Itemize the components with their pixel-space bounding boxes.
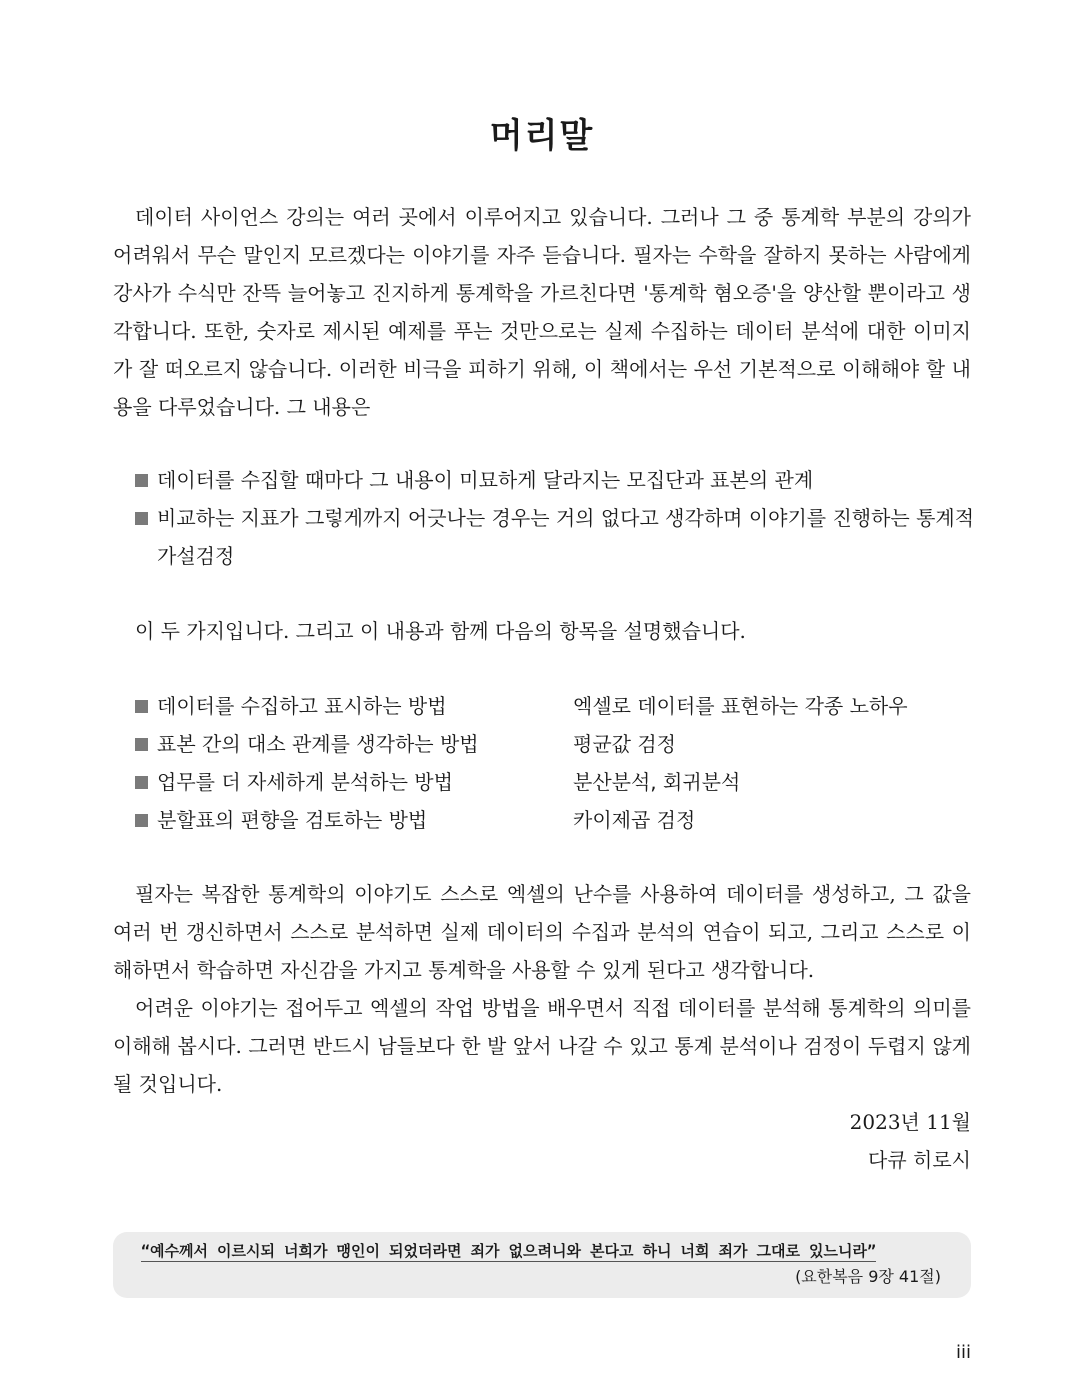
list-item	[135, 687, 975, 725]
page-number: iii	[955, 1342, 971, 1363]
topic-method: 표본 간의 대소 관계를 생각하는 방법	[157, 732, 479, 756]
topic-technique: 엑셀로 데이터를 표현하는 각종 노하우	[573, 694, 908, 718]
closing-paragraph-1: 필자는 복잡한 통계학의 이야기도 스스로 엑셀의 난수를 사용하여 데이터를 생성하고, 그 값을 여러 번 갱신하면서 스스로 분석하면 실제 데이터의 수집과 분석의 연습이 되고, 그리고 스스로 이해하면서 학습하면 자신감을 가지고 통계학을 사용할 수 있게 된다고 생각합니다.	[113, 882, 971, 982]
topic-pairs-list	[135, 687, 975, 839]
topic-method: 분할표의 편향을 검토하는 방법	[157, 808, 428, 832]
list-item-text: 데이터를 수집할 때마다 그 내용이 미묘하게 달라지는 모집단과 표본의 관계	[157, 468, 814, 492]
bible-quote-text: “예수께서 이르시되 너희가 맹인이 되었더라면 죄가 없으려니와 본다고 하니 너희 죄가 그대로 있느니라”	[141, 1242, 877, 1260]
list-item	[135, 725, 975, 763]
page-title: 머리말	[489, 116, 595, 156]
topic-method: 업무를 더 자세하게 분석하는 방법	[157, 770, 453, 794]
bible-quote	[141, 1240, 951, 1262]
list-item	[135, 461, 975, 499]
topic-technique: 평균값 검정	[573, 732, 676, 756]
square-bullet-icon	[135, 512, 148, 525]
middle-paragraph: 이 두 가지입니다. 그리고 이 내용과 함께 다음의 항목을 설명했습니다.	[135, 619, 746, 643]
square-bullet-icon	[135, 474, 148, 487]
signature-date: 2023년 11월	[849, 1110, 971, 1134]
list-item-text: 비교하는 지표가 그렇게까지 어긋나는 경우는 거의 없다고 생각하며 이야기를 진행하는 통계적 가설검정	[157, 506, 975, 568]
key-topics-list	[135, 461, 975, 575]
topic-technique: 카이제곱 검정	[573, 808, 696, 832]
signature-author: 다큐 히로시	[868, 1148, 971, 1172]
list-item	[135, 499, 975, 575]
closing-paragraph-2: 어려운 이야기는 접어두고 엑셀의 작업 방법을 배우면서 직접 데이터를 분석해 통계학의 의미를 이해해 봅시다. 그러면 반드시 남들보다 한 발 앞서 나갈 수 있고 통계 분석이나 검정이 두렵지 않게 될 것입니다.	[113, 996, 971, 1096]
topic-method: 데이터를 수집하고 표시하는 방법	[157, 694, 447, 718]
list-item	[135, 763, 975, 801]
quote-box	[113, 1232, 971, 1298]
bible-quote-reference: (요한복음 9장 41절)	[795, 1267, 941, 1286]
list-item	[135, 801, 975, 839]
topic-technique: 분산분석, 회귀분석	[573, 770, 741, 794]
intro-paragraph: 데이터 사이언스 강의는 여러 곳에서 이루어지고 있습니다. 그러나 그 중 통계학 부분의 강의가 어려워서 무슨 말인지 모르겠다는 이야기를 자주 듣습니다. 필자는 수학을 잘하지 못하는 사람에게 강사가 수식만 잔뜩 늘어놓고 진지하게 통계학을 가르친다면 '통계학 혐오증'을 양산할 뿐이라고 생각합니다. 또한, 숫자로 제시된 예제를 푸는 것만으로는 실제 수집하는 데이터 분석에 대한 이미지가 잘 떠오르지 않습니다. 이러한 비극을 피하기 위해, 이 책에서는 우선 기본적으로 이해해야 할 내용을 다루었습니다. 그 내용은	[113, 205, 971, 419]
